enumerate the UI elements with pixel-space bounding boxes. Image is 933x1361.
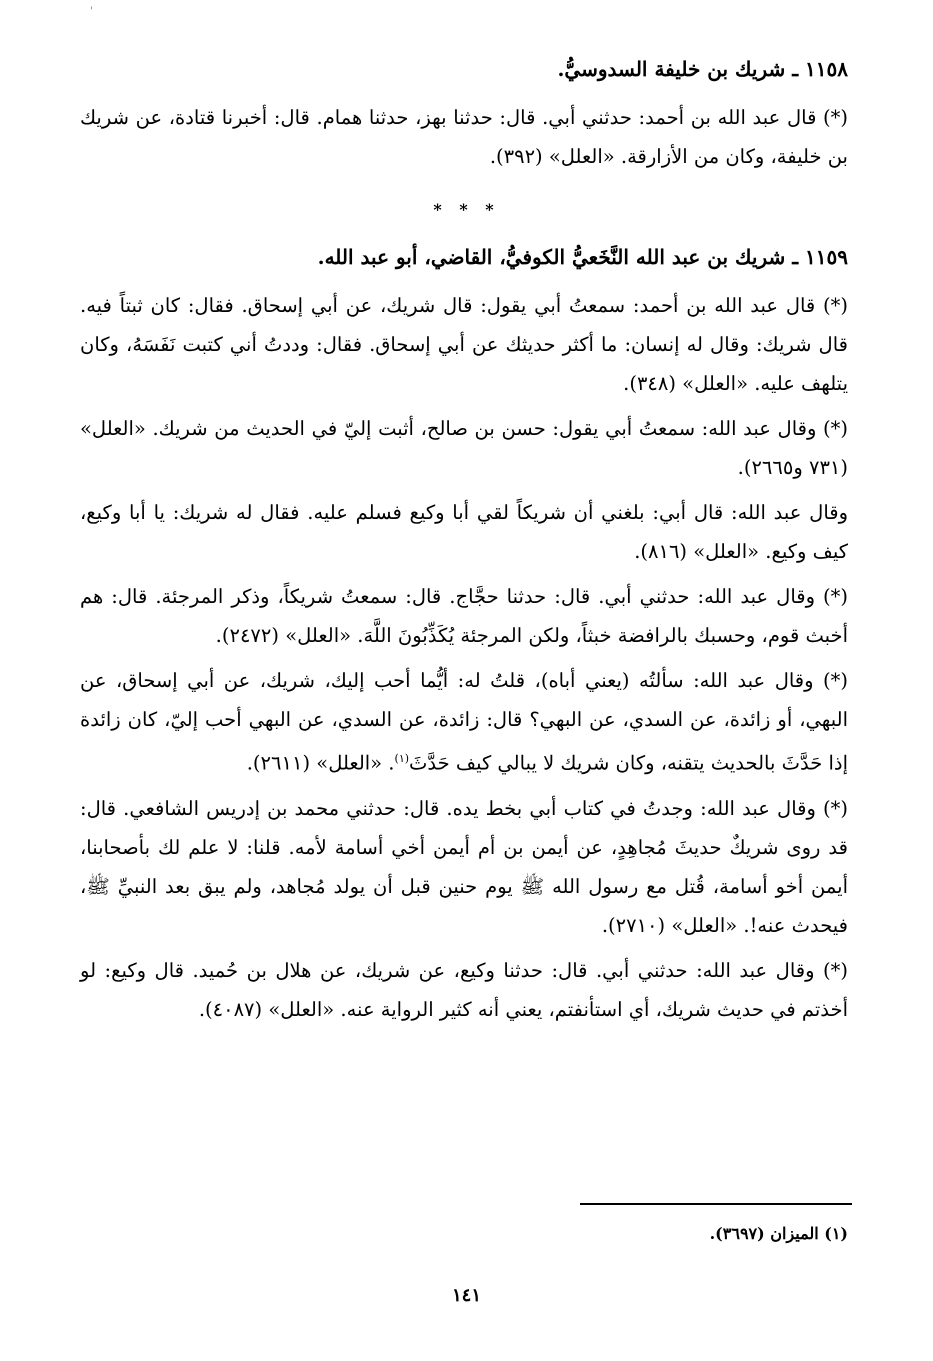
entry-heading: ١١٥٨ ـ شريك بن خليفة السدوسيُّ.: [557, 57, 848, 81]
footnote: (١) الميزان (٣٦٩٧).: [709, 1224, 848, 1243]
paragraph: (*) وقال عبد الله: حدثني أبي. قال: حدثنا وكيع، عن شريك، عن هلال بن حُميد. قال وكيع: لو أخذتم في حديث شريك، أي استأنفتم، يعني أنه كثير الرواية عنه. «العلل» (٤٠٨٧).: [80, 958, 848, 1021]
entry-1159: [80, 240, 848, 274]
paragraph-with-footnote: [80, 661, 848, 783]
entry-1158: [80, 52, 848, 86]
paragraph: (*) وقال عبد الله: حدثني أبي. قال: حدثنا حجَّاج. قال: سمعتُ شريكاً، وذكر المرجئة. قال: هم أخبث قوم، وحسبك بالرافضة خبثاً، ولكن المرجئة يُكَذِّبُونَ اللَّهَ. «العلل» (٢٤٧٢).: [80, 585, 848, 647]
paragraph: (*) قال عبد الله بن أحمد: حدثني أبي. قال: حدثنا بهز، حدثنا همام. قال: أخبرنا قتادة، عن شريك بن خليفة، وكان من الأزارقة. «العلل» (٣٩٢).: [80, 106, 848, 168]
footnote-separator: [580, 1203, 852, 1205]
paragraph: وقال عبد الله: قال أبي: بلغني أن شريكاً لقي أبا وكيع فسلم عليه. فقال له شريك: يا أبا وكيع، كيف وكيع. «العلل» (٨١٦).: [80, 501, 848, 563]
page-number: ١٤١: [451, 1285, 481, 1306]
paragraph-tail: . «العلل» (٢٦١١).: [246, 751, 395, 775]
paragraph: (*) وقال عبد الله: سمعتُ أبي يقول: حسن بن صالح، أثبت إليّ في الحديث من شريك. «العلل» (٧٣١ و٢٦٦٥).: [80, 417, 848, 479]
paragraph: (*) وقال عبد الله: وجدتُ في كتاب أبي بخط يده. قال: حدثني محمد بن إدريس الشافعي. قال: قد روى شريكٌ حديثَ مُجاهِدٍ، عن أيمن بن أم أيمن أخي أسامة لأمه. قلنا: لا علم لك بأصحابنا، أيمن أخو أسامة، قُتل مع رسول الله ﷺ يوم حنين قبل أن يولد مُجاهد، ولم يبق بعد النبيِّ ﷺ، فيحدث عنه!. «العلل» (٢٧١٠).: [80, 796, 848, 937]
paragraph: (*) قال عبد الله بن أحمد: سمعتُ أبي يقول: قال شريك، عن أبي إسحاق. فقال: كان ثبتاً فيه. قال شريك: وقال له إنسان: ما أكثر حديثك عن أبي إسحاق. فقال: وددتُ أني كتبت نَفَسَهُ، وكان يتلهف عليه. «العلل» (٣٤٨).: [80, 294, 848, 395]
paragraph-text: (*) وقال عبد الله: سألتُه (يعني أباه)، قلتُ له: أيُّما أحب إليك، شريك، عن أبي إسحاق، عن البهي، أو زائدة، عن السدي، عن البهي؟ قال: زائدة، عن السدي، عن البهي أحب إليّ، كان زائدة إذا حَدَّثَ بالحديث يتقنه، وكان شريك لا يبالي كيف حَدَّثَ: [80, 669, 848, 775]
section-separator: * * *: [433, 200, 500, 219]
footnote-ref: (١): [394, 752, 410, 765]
entry-1159-body: [80, 286, 848, 1029]
entry-1158-body: [80, 98, 848, 176]
entry-heading: ١١٥٩ ـ شريك بن عبد الله النَّخَعيُّ الكوفيُّ، القاضي، أبو عبد الله.: [317, 245, 848, 269]
corner-mark: ': [90, 6, 93, 17]
